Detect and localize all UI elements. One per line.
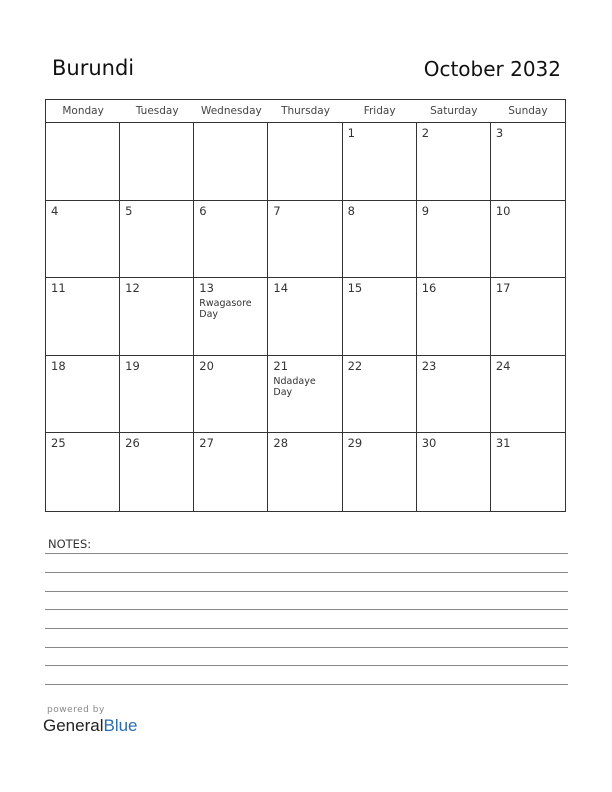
day-number: 6 (199, 203, 207, 218)
day-number: 20 (199, 358, 214, 373)
day-number: 29 (347, 436, 363, 451)
day-number: 30 (421, 436, 437, 451)
day-cell (120, 201, 194, 279)
day-cell (417, 201, 491, 279)
day-cell (268, 123, 342, 201)
day-cell (46, 123, 120, 201)
day-number: 7 (273, 203, 281, 218)
weekday-label: Tuesday (135, 105, 179, 117)
day-number: 22 (347, 358, 363, 373)
day-cell (194, 201, 268, 279)
day-cell (491, 356, 565, 434)
weekday-label: Sunday (508, 105, 548, 117)
day-cell (268, 433, 342, 511)
day-number: 27 (199, 436, 214, 451)
day-number: 10 (495, 203, 511, 218)
day-number: 1 (347, 126, 355, 140)
day-number: 23 (421, 358, 437, 373)
day-number: 14 (273, 281, 289, 296)
note-line (45, 684, 568, 685)
powered-by-text: powered by (47, 705, 105, 715)
day-cell (194, 433, 268, 511)
logo-blue-text: Blue (103, 716, 138, 735)
day-number: 28 (273, 436, 289, 451)
day-cell (343, 201, 417, 279)
calendar-grid (45, 99, 566, 512)
day-number: 31 (495, 436, 511, 451)
day-number: 16 (421, 281, 437, 296)
weekday-label: Friday (363, 105, 396, 117)
note-line (45, 572, 568, 573)
day-cells (46, 123, 565, 511)
day-number: 24 (495, 358, 511, 373)
day-number: 26 (125, 436, 140, 451)
weekday-label: Monday (62, 105, 104, 117)
day-number: 12 (125, 281, 140, 296)
day-cell (268, 201, 342, 279)
weekday-label: Thursday (281, 105, 330, 117)
day-cell (46, 356, 120, 434)
note-line (45, 609, 568, 610)
day-cell (343, 278, 417, 356)
day-cell (194, 278, 268, 356)
day-number: 3 (495, 126, 504, 140)
day-number: 2 (421, 126, 430, 140)
day-number: 4 (51, 203, 59, 218)
day-number: 9 (421, 203, 430, 218)
day-cell (491, 433, 565, 511)
day-number: 19 (125, 358, 140, 373)
logo-general-text: General (43, 716, 104, 735)
day-cell (491, 123, 565, 201)
day-number: 5 (125, 203, 133, 218)
day-cell (194, 356, 268, 434)
day-cell (268, 278, 342, 356)
holiday-label: Rwagasore Day (199, 298, 252, 321)
day-number: 25 (51, 436, 66, 451)
holiday-label: Ndadaye Day (273, 375, 316, 398)
day-number: 8 (347, 203, 355, 218)
weekday-header-row (46, 100, 565, 123)
day-cell (417, 433, 491, 511)
day-cell (46, 201, 120, 279)
day-number: 11 (51, 281, 66, 296)
day-cell (343, 123, 417, 201)
day-cell (46, 278, 120, 356)
day-number: 21 (273, 358, 289, 373)
day-number: 13 (199, 281, 214, 296)
day-cell (120, 123, 194, 201)
day-cell (343, 356, 417, 434)
month-year-title: October 2032 (423, 57, 561, 81)
day-cell (417, 278, 491, 356)
day-cell (46, 433, 120, 511)
day-cell (491, 278, 565, 356)
note-line (45, 553, 568, 554)
note-line (45, 591, 568, 592)
note-line (45, 628, 568, 629)
day-number: 15 (347, 281, 363, 296)
day-number: 17 (495, 281, 511, 296)
weekday-label: Wednesday (200, 105, 262, 117)
weekday-label: Saturday (430, 105, 478, 117)
day-cell (417, 356, 491, 434)
day-cell (417, 123, 491, 201)
day-cell (194, 123, 268, 201)
day-number: 18 (51, 358, 66, 373)
day-cell (120, 433, 194, 511)
generalblue-logo (43, 716, 138, 736)
note-line (45, 647, 568, 648)
day-cell (491, 201, 565, 279)
note-line (45, 665, 568, 666)
country-title: Burundi (52, 56, 135, 80)
day-cell (120, 356, 194, 434)
day-cell (268, 356, 342, 434)
day-cell (120, 278, 194, 356)
day-cell (343, 433, 417, 511)
notes-label: NOTES: (48, 537, 92, 551)
